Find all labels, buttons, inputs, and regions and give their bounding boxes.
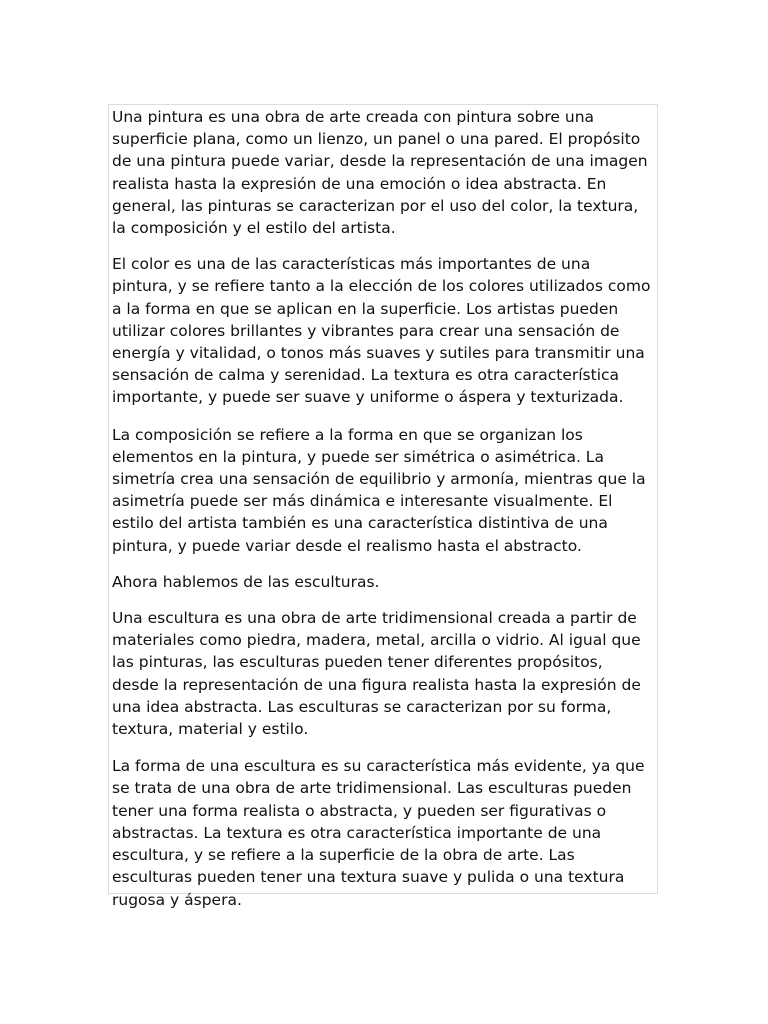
paragraph-sculpture-definition: Una escultura es una obra de arte tridimensional creada a partir de materiales como piedra, madera, metal, arcilla o vidrio. Al igual que las pinturas, las esculturas pueden tener diferentes propósitos, desde la representación de una figura realista hasta la expresión de una idea abstracta. Las esculturas se caracterizan por su forma, textura, material y estilo.	[112, 609, 641, 739]
document-text-box	[108, 104, 658, 909]
paragraph-transition: Ahora hablemos de las esculturas.	[112, 572, 380, 591]
paragraph-color: El color es una de las características más importantes de una pintura, y se refiere tanto a la elección de los colores utilizados como a la forma en que se aplican en la superficie. Los artistas pueden utilizar colores brillantes y vibrantes para crear una sensación de energía y vitalidad, o tonos más suaves y sutiles para transmitir una sensación de calma y serenidad. La textura es otra característica importante, y puede ser suave y uniforme o áspera y texturizada.	[112, 255, 651, 407]
paragraph-painting-definition: Una pintura es una obra de arte creada con pintura sobre una superficie plana, como un lienzo, un panel o una pared. El propósito de una pintura puede variar, desde la representación de una imagen realista hasta la expresión de una emoción o idea abstracta. En general, las pinturas se caracterizan por el uso del color, la textura, la composición y el estilo del artista.	[112, 108, 648, 238]
paragraph-composition: La composición se refiere a la forma en que se organizan los elementos en la pintura, y puede ser simétrica o asimétrica. La simetría crea una sensación de equilibrio y armonía, mientras que la asimetría puede ser más dinámica e interesante visualmente. El estilo del artista también es una característica distintiva de una pintura, y puede variar desde el realismo hasta el abstracto.	[112, 425, 646, 555]
paragraph-sculpture-form: La forma de una escultura es su característica más evidente, ya que se trata de una obra de arte tridimensional. Las esculturas pueden tener una forma realista o abstracta, y pueden ser figurativas o abstractas. La textura es otra característica importante de una escultura, y se refiere a la superficie de la obra de arte. Las esculturas pueden tener una textura suave y pulida o una textura rugosa y áspera.	[112, 757, 645, 909]
